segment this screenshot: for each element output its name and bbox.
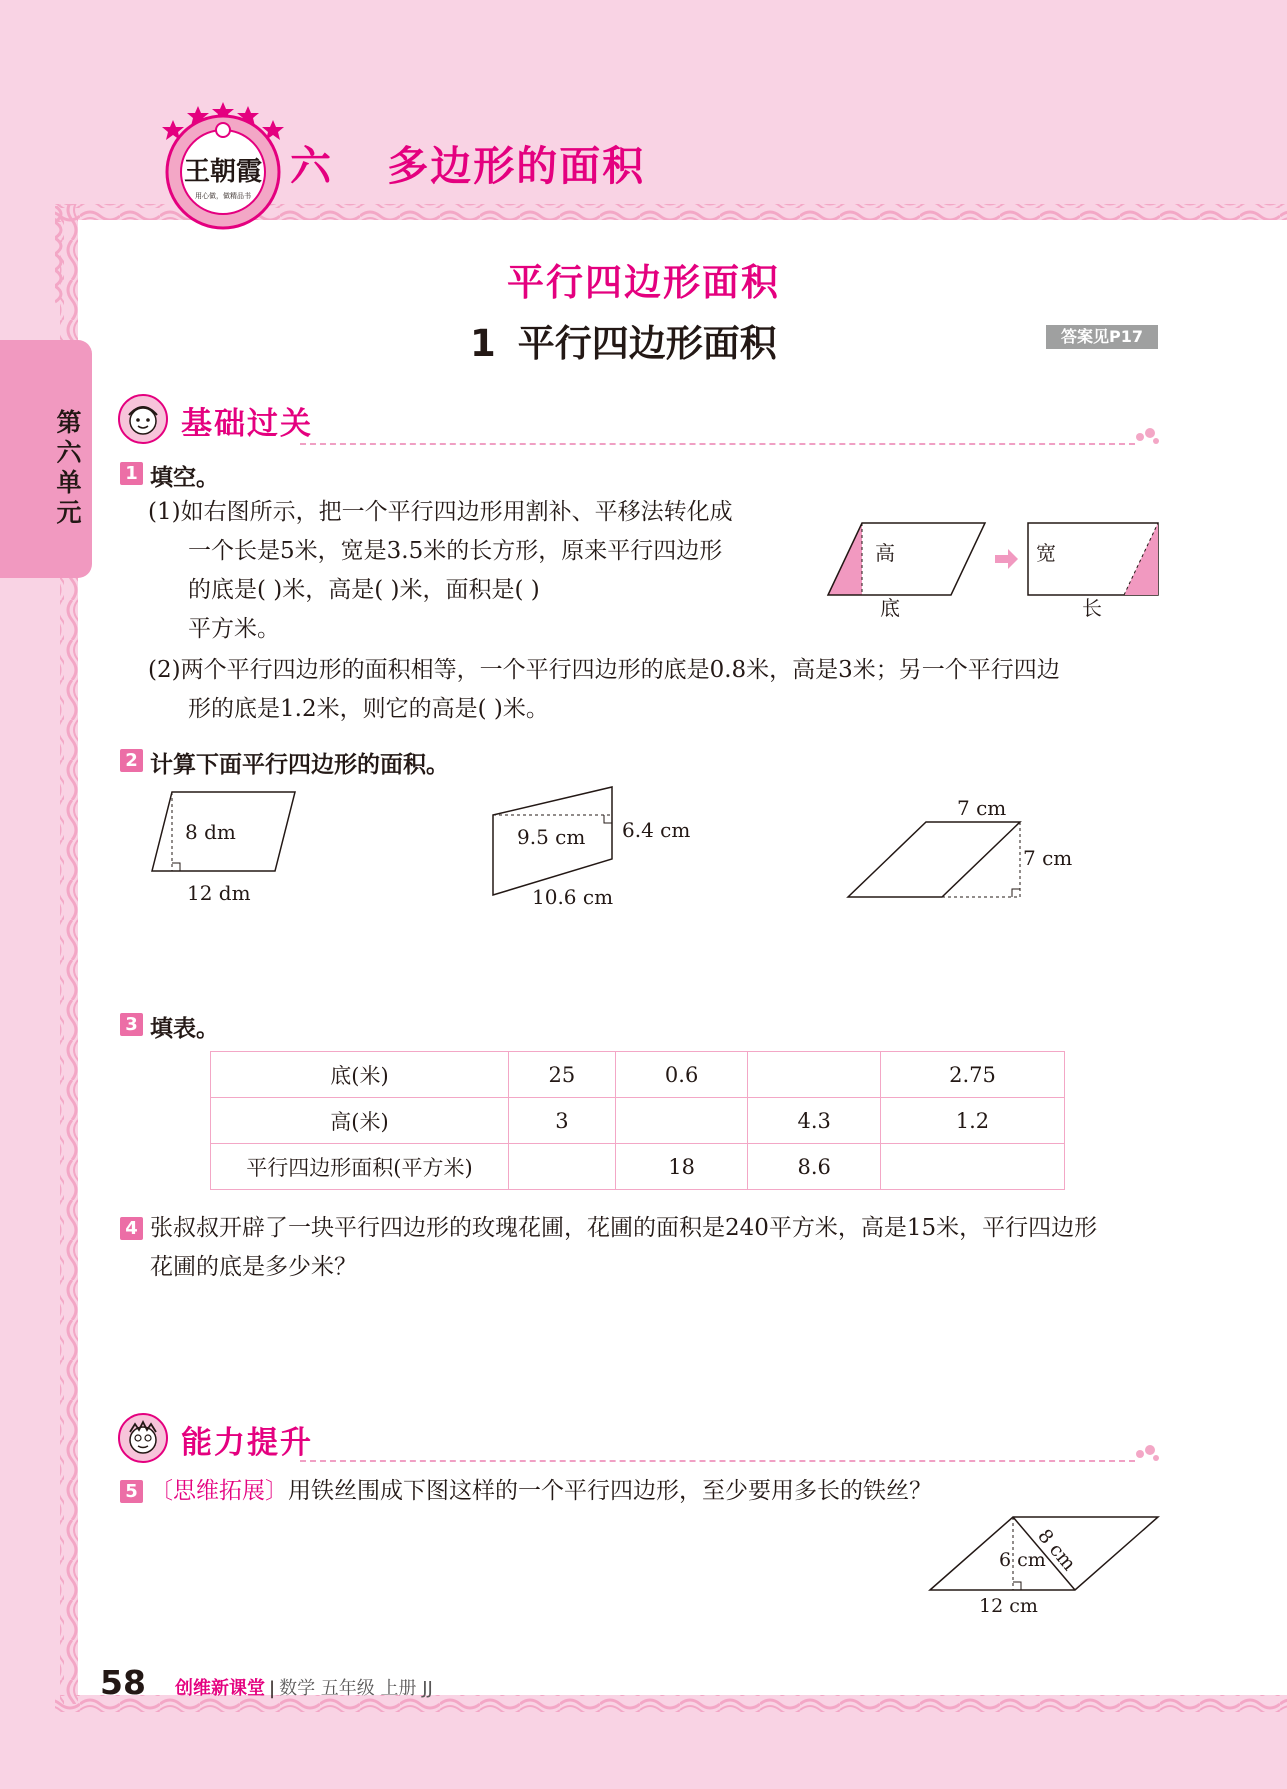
unit-tab-label: 第六单元 (56, 408, 82, 527)
chapter-name: 多边形的面积 (387, 142, 646, 190)
table-cell: 0.6 (615, 1052, 748, 1098)
question-title: 计算下面平行四边形的面积。 (150, 752, 449, 778)
brand-logo-icon (158, 100, 288, 230)
q1-part1-line: (1)如右图所示，把一个平行四边形用割补、平移法转化成 (148, 499, 733, 525)
footer-subject: 数学 五年级 上册 JJ (279, 1678, 433, 1699)
section-divider (300, 1460, 1135, 1462)
section-title-basic: 基础过关 (181, 406, 313, 442)
logo-motto: 用心做，做精品书 (195, 192, 251, 200)
row-header: 高(米) (211, 1098, 509, 1144)
table-cell: 2.75 (880, 1052, 1064, 1098)
q1-part2-line: 形的底是1.2米，则它的高是( )米。 (188, 696, 549, 722)
question-title: 填表。 (150, 1016, 219, 1042)
q5-base-label: 12 cm (979, 1595, 1038, 1617)
chapter-number: 六 (290, 142, 333, 190)
q5-side-label: 8 cm (1033, 1525, 1081, 1576)
question-number: 3 (120, 1013, 143, 1036)
question-number: 5 (120, 1480, 143, 1503)
q2-fig2-height-label: 9.5 cm (517, 825, 586, 849)
q2-fig3-top-label: 7 cm (957, 796, 1007, 820)
q5-parallelogram (925, 1510, 1165, 1620)
answer-reference-badge: 答案见P17 (1046, 325, 1158, 349)
q2-fig2-side-label: 6.4 cm (622, 818, 691, 842)
q2-fig3-height-label: 7 cm (1023, 846, 1073, 870)
q5-height-label: 6 cm (999, 1549, 1046, 1571)
q2-fig1-height-label: 8 dm (185, 820, 236, 844)
figure-label-base: 底 (880, 596, 900, 620)
table-row (211, 1098, 1065, 1144)
table-row (211, 1144, 1065, 1190)
q4-line: 张叔叔开辟了一块平行四边形的玫瑰花圃，花圃的面积是240平方米，高是15米，平行四边形 (150, 1215, 1098, 1241)
figure-label-width: 宽 (1036, 541, 1056, 565)
question-number: 4 (120, 1217, 143, 1240)
arrow-right-icon (995, 549, 1018, 569)
section-divider (300, 443, 1135, 445)
lesson-name: 平行四边形面积 (517, 322, 777, 365)
thinking-extension-tag: 〔思维拓展〕 (150, 1478, 288, 1504)
q5-text: 用铁丝围成下图这样的一个平行四边形，至少要用多长的铁丝？ (288, 1478, 932, 1504)
q5-line (150, 1472, 932, 1511)
row-header: 底(米) (211, 1052, 509, 1098)
page-number: 58 (100, 1663, 146, 1702)
logo-name: 王朝霞 (183, 157, 263, 187)
question-title: 填空。 (150, 465, 219, 491)
section-title-advanced: 能力提升 (181, 1425, 313, 1461)
lesson-title (470, 313, 777, 367)
q2-parallelogram-1 (145, 785, 305, 910)
decorative-dots-icon (1134, 425, 1160, 445)
lesson-heading: 平行四边形面积 (507, 261, 780, 304)
girl-mascot-icon (117, 393, 169, 445)
lesson-number: 1 (470, 322, 496, 365)
boy-mascot-icon (117, 1412, 169, 1464)
q1-transform-figure (820, 515, 1170, 625)
figure-label-length: 长 (1082, 596, 1102, 620)
q2-parallelogram-3 (845, 795, 1075, 905)
table-cell (509, 1144, 616, 1190)
q2-fig2-base-label: 10.6 cm (532, 885, 614, 909)
q1-part1-line: 平方米。 (188, 616, 280, 642)
footer-info (175, 1674, 433, 1700)
table-cell: 18 (615, 1144, 748, 1190)
figure-label-height: 高 (875, 541, 895, 565)
footer-separator: | (269, 1678, 276, 1699)
q1-part1-line: 的底是( )米，高是( )米，面积是( ) (188, 577, 540, 603)
table-cell: 1.2 (880, 1098, 1064, 1144)
table-cell: 3 (509, 1098, 616, 1144)
unit-tab (0, 340, 92, 578)
q2-parallelogram-2 (490, 780, 700, 910)
table-row (211, 1052, 1065, 1098)
decorative-dots-icon (1134, 1442, 1160, 1462)
table-cell: 4.3 (748, 1098, 881, 1144)
q1-part1-line: 一个长是5米，宽是3.5米的长方形，原来平行四边形 (188, 538, 723, 564)
q1-part2-line: (2)两个平行四边形的面积相等，一个平行四边形的底是0.8米，高是3米；另一个平行四边 (148, 657, 1060, 683)
question-number: 2 (120, 749, 143, 772)
fill-in-table (210, 1051, 1065, 1190)
q2-fig1-base-label: 12 dm (187, 881, 251, 905)
table-cell (880, 1144, 1064, 1190)
question-number: 1 (120, 462, 143, 485)
table-cell (748, 1052, 881, 1098)
table-cell: 8.6 (748, 1144, 881, 1190)
table-cell: 25 (509, 1052, 616, 1098)
footer-brand: 创维新课堂 (175, 1678, 265, 1699)
chapter-title (290, 133, 645, 192)
row-header: 平行四边形面积(平方米) (211, 1144, 509, 1190)
table-cell (615, 1098, 748, 1144)
q4-line: 花圃的底是多少米？ (150, 1254, 357, 1280)
